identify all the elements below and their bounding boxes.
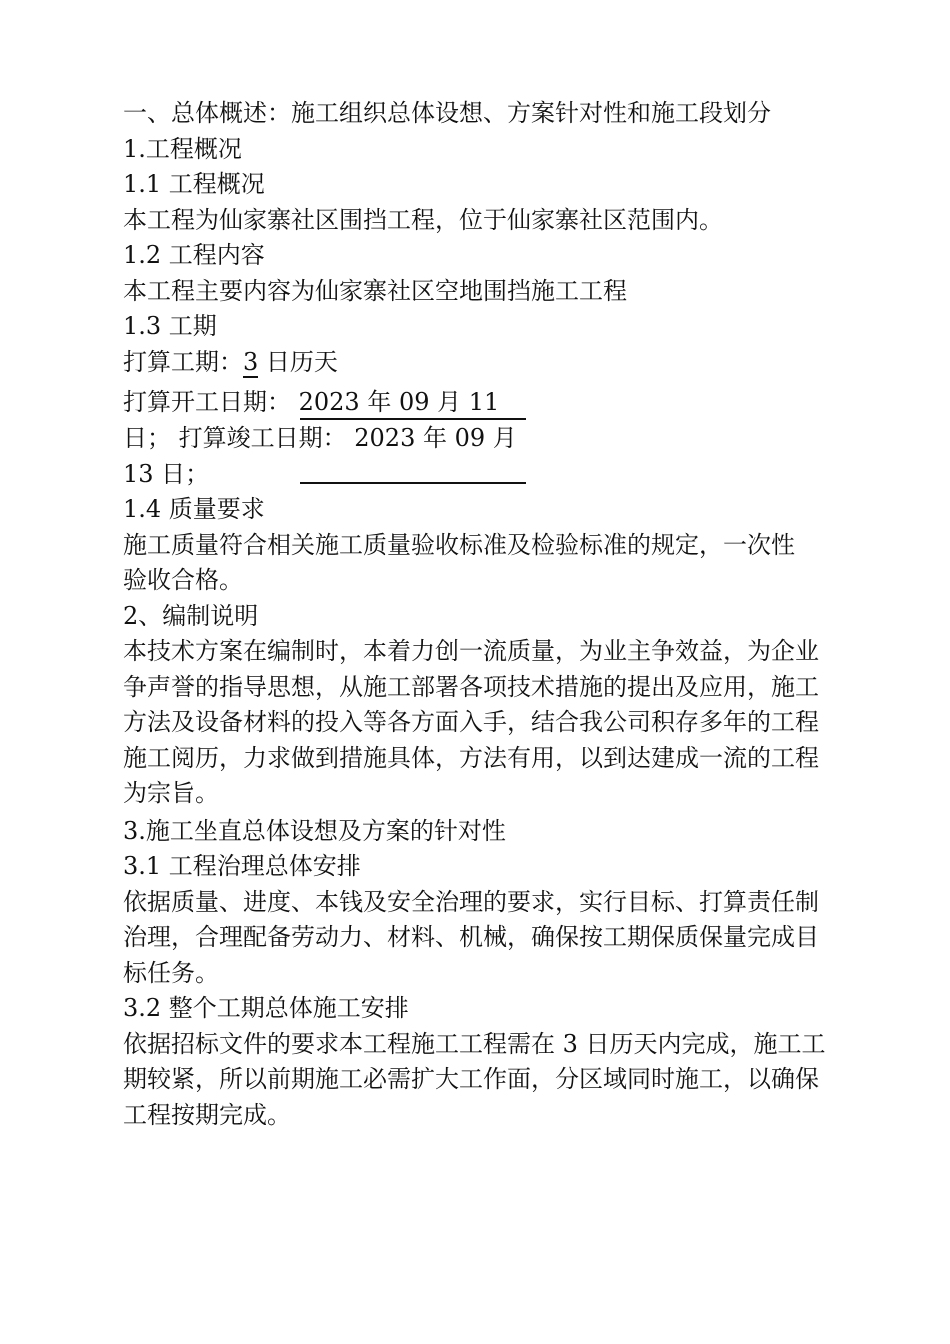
plan-period-value: 3: [243, 347, 259, 376]
section-1-title: 1.工程概况: [123, 134, 242, 163]
underline-2: [300, 482, 526, 484]
underline-1: [300, 418, 526, 420]
plan-period-label: 打算工期：: [123, 347, 243, 376]
section-3-2-text: 依据招标文件的要求本工程施工工程需在 3 日历天内完成，施工工期较紧，所以前期施工必需扩大工作面，分区域同时施工，以确保工程按期完成。: [123, 1029, 826, 1129]
section-3-2-title: 3.2 整个工期总体施工安排: [123, 994, 409, 1022]
section-3-1-title: 3.1 工程治理总体安排: [123, 852, 361, 880]
date-block: [123, 384, 843, 492]
section-1-2-text: 本工程主要内容为仙家寨社区空地围挡施工工程: [123, 276, 627, 305]
section-1-1-title: 1.1 工程概况: [123, 170, 265, 198]
section-3-1-text: 依据质量、进度、本钱及安全治理的要求，实行目标、打算责任制治理，合理配备劳动力、材料、机械，确保按工期保质保量完成目标任务。: [123, 887, 819, 987]
section-1-4-text-1: 施工质量符合相关施工质量验收标准及检验标准的规定，一次性: [123, 530, 795, 559]
section-1-3-title: 1.3 工期: [123, 312, 217, 340]
end-date-line-2: 13 日；: [123, 460, 210, 488]
section-heading: 一、总体概述：施工组织总体设想、方案针对性和施工段划分: [123, 99, 771, 127]
section-2-title: 2、编制说明: [123, 601, 259, 630]
end-date-line: 日； 打算竣工日期： 2023 年 09 月: [123, 424, 517, 452]
section-3-title: 3.施工坐直总体设想及方案的针对性: [123, 816, 506, 845]
section-1-4-text-2: 验收合格。: [123, 566, 243, 594]
start-date-line: 打算开工日期： 2023 年 09 月 11: [123, 388, 500, 416]
section-1-2-title: 1.2 工程内容: [123, 241, 265, 269]
section-2-text: 本技术方案在编制时，本着力创一流质量，为业主争效益，为企业争声誉的指导思想，从施工部署各项技术措施的提出及应用，施工方法及设备材料的投入等各方面入手，结合我公司积存多年的工程施工阅历，力求做到措施具体，方法有用，以到达建成一流的工程为宗旨。: [123, 637, 819, 807]
plan-period-unit: 日历天: [265, 347, 338, 376]
section-1-4-title: 1.4 质量要求: [123, 495, 265, 523]
section-1-1-text: 本工程为仙家寨社区围挡工程，位于仙家寨社区范围内。: [123, 205, 723, 234]
document-page: [123, 96, 843, 1133]
plan-period: [123, 345, 843, 381]
